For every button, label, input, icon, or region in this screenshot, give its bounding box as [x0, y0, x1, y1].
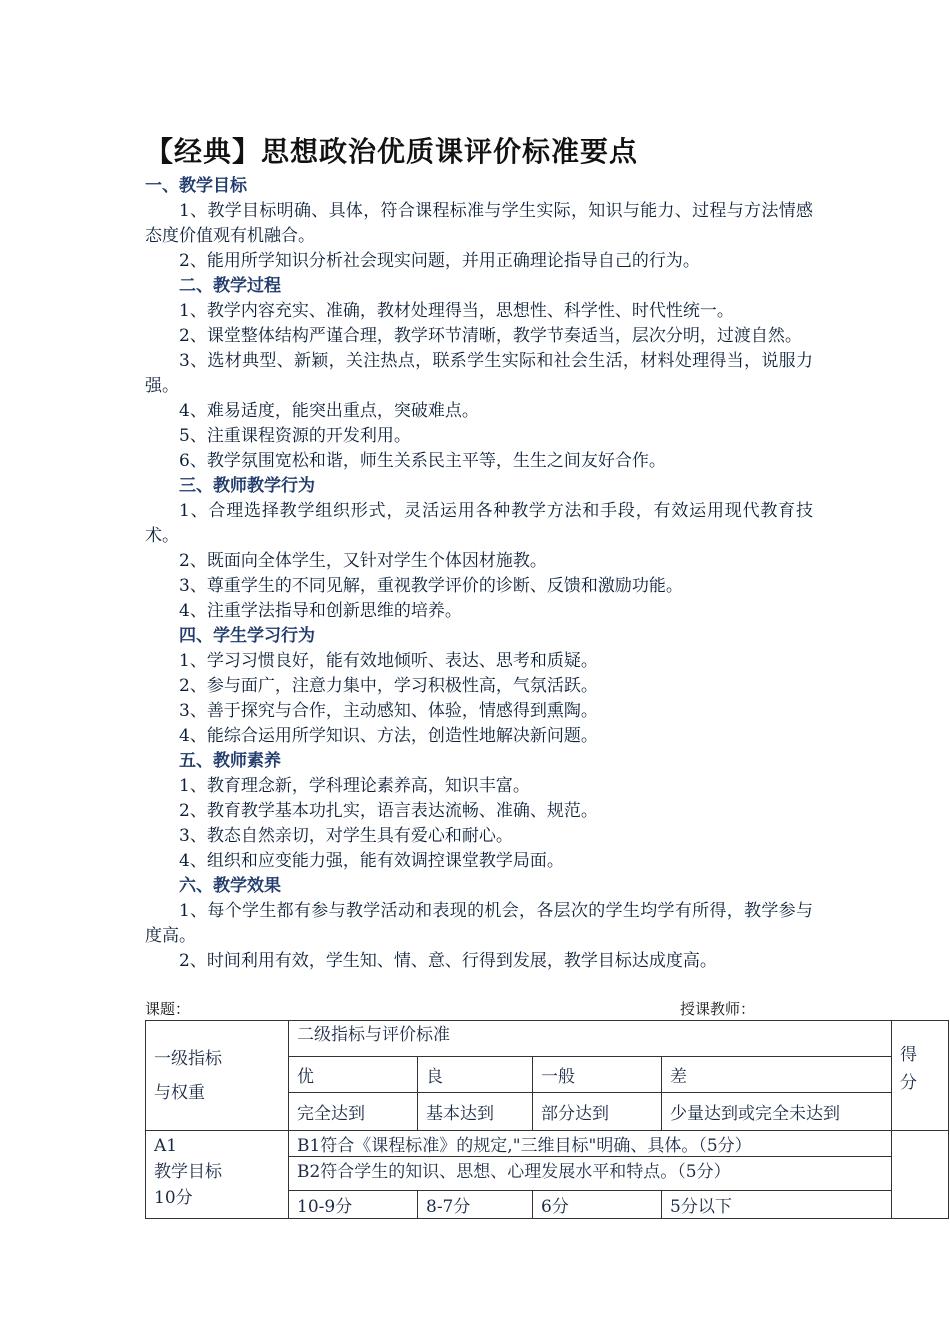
- grade-average: 一般: [533, 1057, 662, 1093]
- a1-code: A1: [154, 1136, 178, 1156]
- criteria-item: 2、既面向全体学生，又针对学生个体因材施教。: [179, 551, 547, 571]
- section-heading: 六、教学效果: [179, 876, 281, 896]
- grade-excellent: 优: [289, 1057, 418, 1093]
- criteria-item: 2、教育教学基本功扎实，语言表达流畅、准确、规范。: [179, 801, 598, 821]
- a1-weight: 10分: [154, 1188, 193, 1208]
- criteria-item: 4、组织和应变能力强，能有效调控课堂教学局面。: [179, 851, 564, 871]
- level1-header-line2: 与权重: [154, 1082, 205, 1103]
- b1-criterion: B1符合《课程标准》的规定,"三维目标"明确、具体。（5分）: [289, 1131, 892, 1157]
- grade-poor: 差: [662, 1057, 892, 1093]
- criteria-item: 2、时间利用有效，学生知、情、意、行得到发展，教学目标达成度高。: [179, 951, 717, 971]
- criteria-item: 1、合理选择教学组织形式，灵活运用各种教学方法和手段，有效运用现代教育技术。: [145, 501, 813, 546]
- score-range-average: 6分: [533, 1191, 662, 1219]
- level1-header-line1: 一级指标: [154, 1048, 222, 1069]
- criteria-item: 3、选材典型、新颖，关注热点，联系学生实际和社会生活，材料处理得当，说服力强。: [145, 351, 813, 396]
- b2-criterion: B2符合学生的知识、思想、心理发展水平和特点。（5分）: [289, 1157, 892, 1191]
- grade-desc-average: 部分达到: [533, 1093, 662, 1131]
- teacher-label: 授课教师：: [680, 1000, 756, 1018]
- criteria-item: 4、注重学法指导和创新思维的培养。: [179, 601, 462, 621]
- section-heading: 三、教师教学行为: [179, 476, 315, 496]
- document-title: 【经典】思想政治优质课评价标准要点: [145, 135, 639, 168]
- score-range-excellent: 10-9分: [289, 1191, 418, 1219]
- criteria-item: 1、教学目标明确、具体，符合课程标准与学生实际，知识与能力、过程与方法情感态度价值观有机融合。: [145, 201, 813, 246]
- section-heading: 四、学生学习行为: [179, 626, 315, 646]
- criteria-item: 1、学习习惯良好，能有效地倾听、表达、思考和质疑。: [179, 651, 598, 671]
- criteria-item: 1、每个学生都有参与教学活动和表现的机会，各层次的学生均学有所得，教学参与度高。: [145, 901, 813, 946]
- section-heading: 二、教学过程: [179, 276, 281, 296]
- criteria-item: 1、教学内容充实、准确，教材处理得当，思想性、科学性、时代性统一。: [179, 301, 734, 321]
- criteria-item: 3、善于探究与合作，主动感知、体验，情感得到熏陶。: [179, 701, 598, 721]
- grade-desc-poor: 少量达到或完全未达到: [662, 1093, 892, 1131]
- criteria-item: 2、能用所学知识分析社会现实问题，并用正确理论指导自己的行为。: [179, 251, 700, 271]
- a1-name: 教学目标: [154, 1162, 222, 1182]
- a1-score-cell[interactable]: [892, 1131, 949, 1219]
- level1-header-cell: [146, 1021, 289, 1131]
- criteria-item: 2、参与面广，注意力集中，学习积极性高，气氛活跃。: [179, 676, 598, 696]
- score-range-poor: 5分以下: [662, 1191, 892, 1219]
- criteria-item: 2、课堂整体结构严谨合理，教学环节清晰，教学节奏适当，层次分明，过渡自然。: [179, 326, 802, 346]
- score-header-text: 得分: [900, 1045, 917, 1093]
- criteria-item: 3、尊重学生的不同见解，重视教学评价的诊断、反馈和激励功能。: [179, 576, 683, 596]
- score-header: [892, 1021, 949, 1131]
- criteria-item: 6、教学氛围宽松和谐，师生关系民主平等，生生之间友好合作。: [179, 451, 666, 471]
- grade-desc-good: 基本达到: [418, 1093, 533, 1131]
- criteria-body: [145, 174, 813, 974]
- score-range-good: 8-7分: [418, 1191, 533, 1219]
- section-heading: 五、教师素养: [179, 751, 281, 771]
- criteria-item: 5、注重课程资源的开发利用。: [179, 426, 411, 446]
- section-heading: 一、教学目标: [145, 176, 247, 196]
- grade-desc-excellent: 完全达到: [289, 1093, 418, 1131]
- criteria-item: 3、教态自然亲切，对学生具有爱心和耐心。: [179, 826, 513, 846]
- criteria-item: 1、教育理念新，学科理论素养高，知识丰富。: [179, 776, 530, 796]
- grade-good: 良: [418, 1057, 533, 1093]
- criteria-item: 4、能综合运用所学知识、方法，创造性地解决新问题。: [179, 726, 598, 746]
- level2-header: 二级指标与评价标准: [289, 1021, 892, 1057]
- criteria-item: 4、难易适度，能突出重点，突破难点。: [179, 401, 479, 421]
- topic-label: 课题：: [145, 1000, 191, 1018]
- a1-cell: [146, 1131, 289, 1219]
- evaluation-table: [145, 1020, 949, 1219]
